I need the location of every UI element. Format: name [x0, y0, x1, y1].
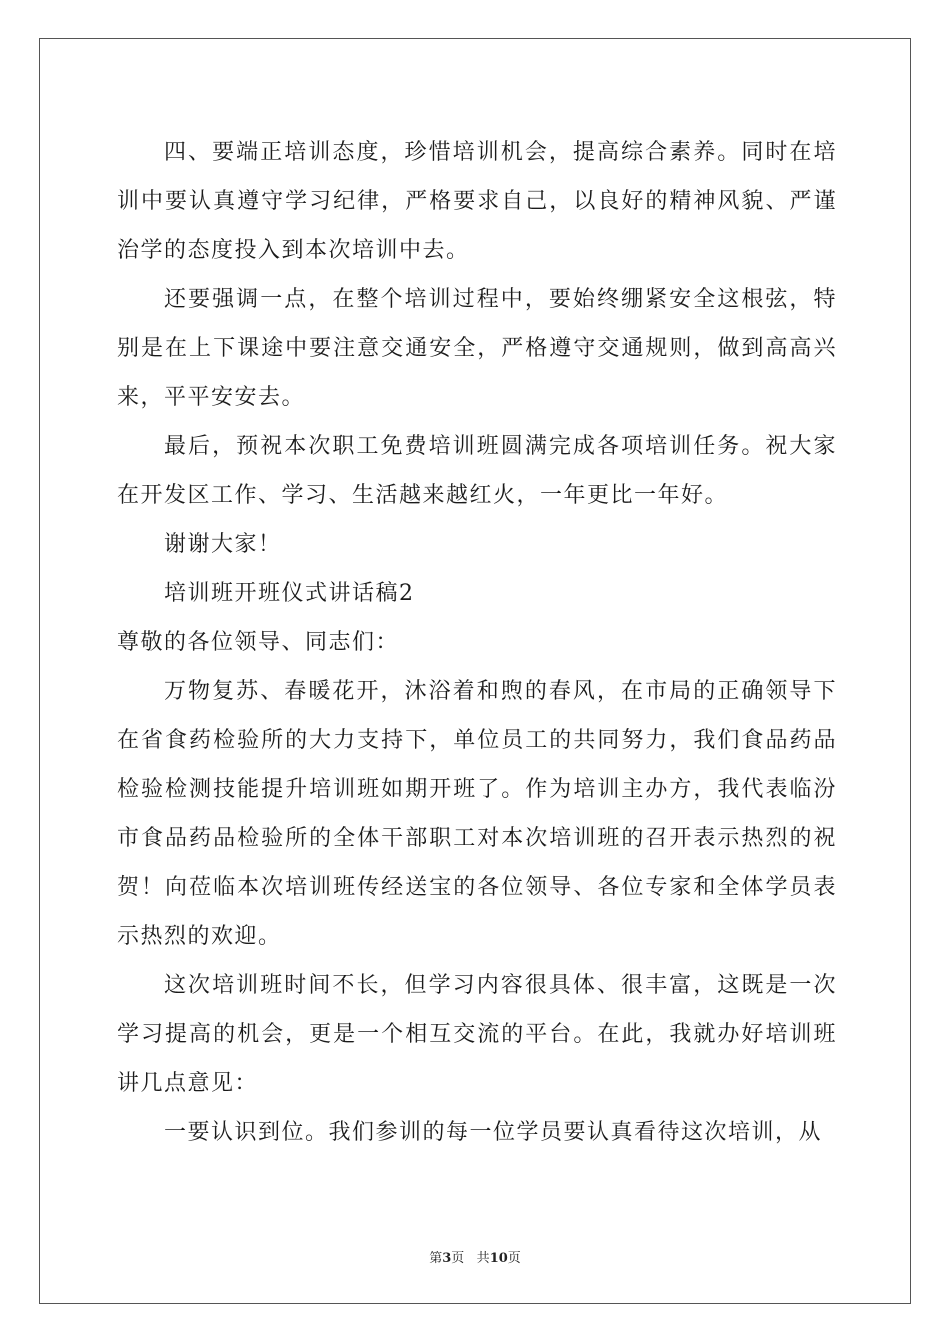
paragraph: 这次培训班时间不长，但学习内容很具体、很丰富，这既是一次学习提高的机会，更是一个相互交流的平台。在此，我就办好培训班讲几点意见： — [117, 973, 837, 1096]
total-unit: 页 — [507, 1251, 521, 1266]
page-current: 3 — [442, 1251, 452, 1266]
document-body — [117, 128, 837, 1157]
page-prefix: 第 — [429, 1251, 443, 1266]
paragraph: 最后，预祝本次职工免费培训班圆满完成各项培训任务。祝大家在开发区工作、学习、生活越来越红火，一年更比一年好。 — [117, 434, 837, 508]
page-unit: 页 — [451, 1251, 465, 1266]
paragraph: 万物复苏、春暖花开，沐浴着和煦的春风，在市局的正确领导下在省食药检验所的大力支持下，单位员工的共同努力，我们食品药品检验检测技能提升培训班如期开班了。作为培训主办方，我代表临汾市食品药品检验所的全体干部职工对本次培训班的召开表示热烈的祝贺！向莅临本次培训班传经送宝的各位领导、各位专家和全体学员表示热烈的欢迎。 — [117, 679, 837, 949]
paragraph: 还要强调一点，在整个培训过程中，要始终绷紧安全这根弦，特别是在上下课途中要注意交通安全，严格遵守交通规则，做到高高兴来，平平安安去。 — [117, 287, 837, 410]
paragraph: 谢谢大家！ — [164, 532, 282, 557]
page-footer — [0, 1247, 950, 1266]
page-total: 10 — [489, 1251, 508, 1266]
total-prefix: 共 — [476, 1251, 490, 1266]
paragraph: 一要认识到位。我们参训的每一位学员要认真看待这次培训，从 — [164, 1120, 823, 1145]
salutation: 尊敬的各位领导、同志们： — [117, 630, 400, 655]
paragraph: 四、要端正培训态度，珍惜培训机会，提高综合素养。同时在培训中要认真遵守学习纪律，严格要求自己，以良好的精神风貌、严谨治学的态度投入到本次培训中去。 — [117, 140, 837, 263]
section-title: 培训班开班仪式讲话稿2 — [164, 581, 415, 606]
